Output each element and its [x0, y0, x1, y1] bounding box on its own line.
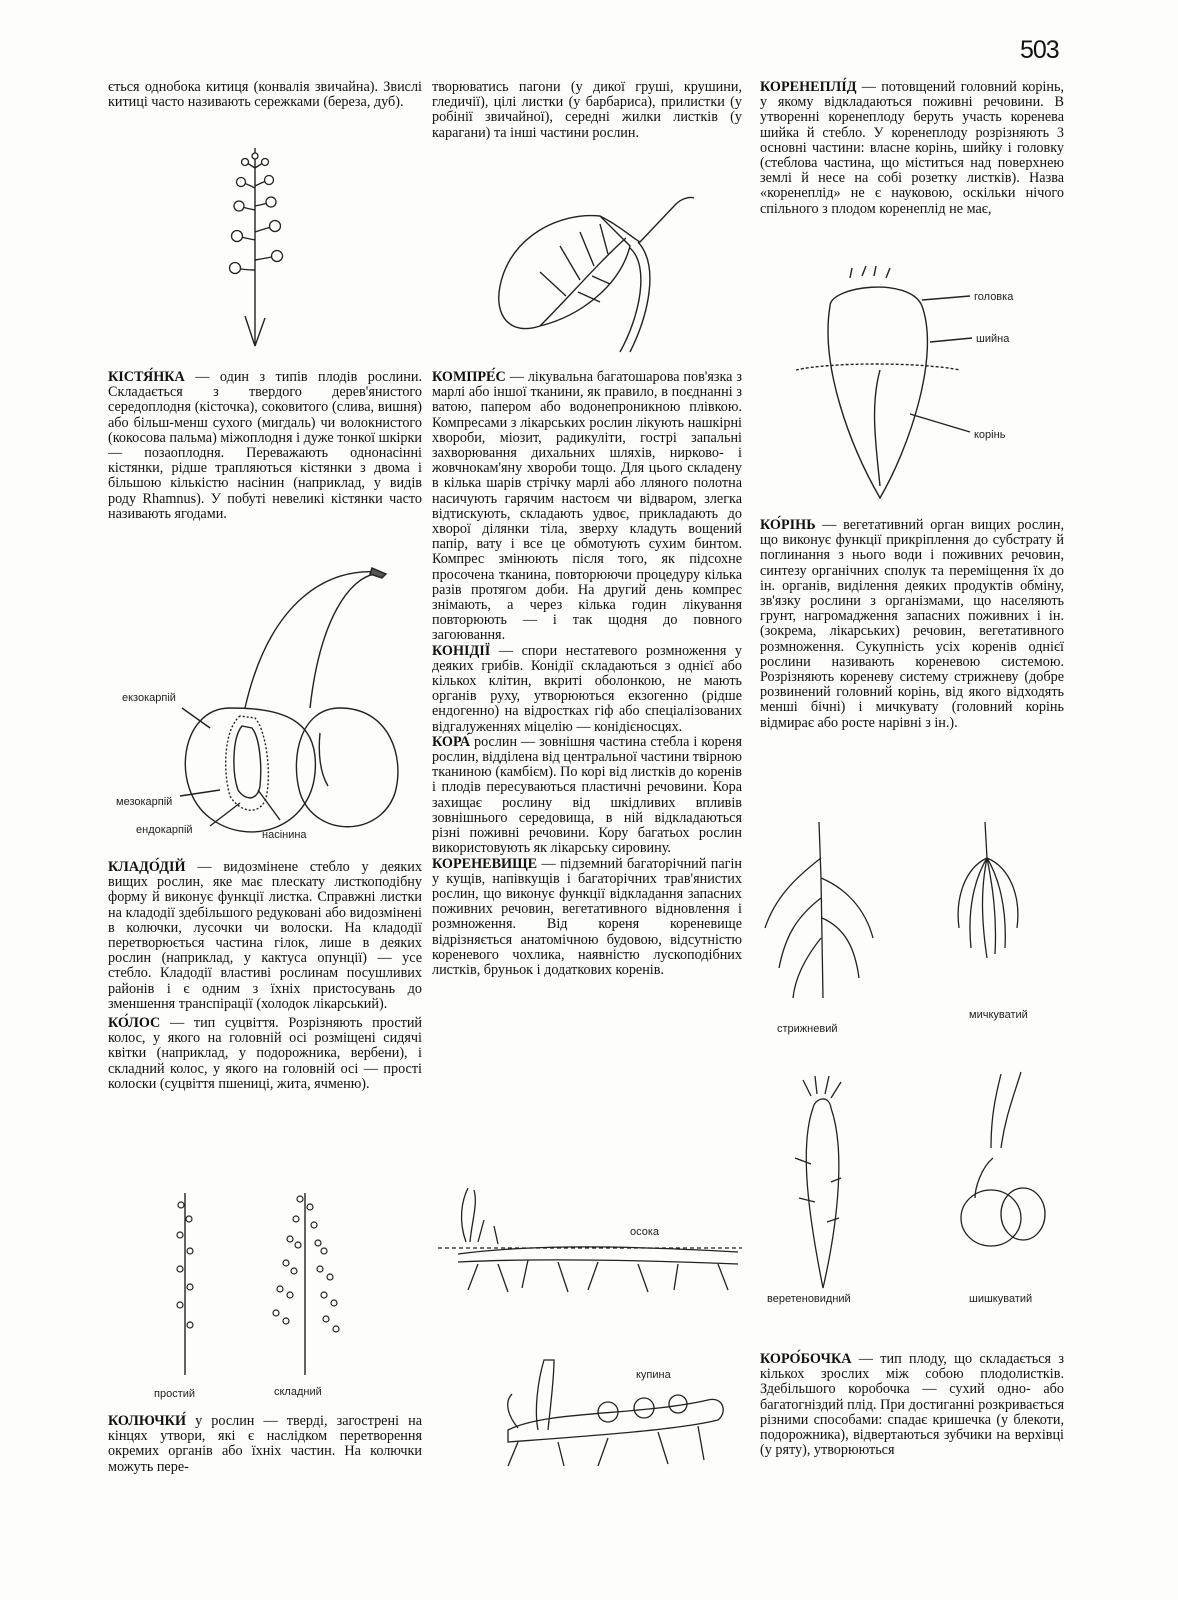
definition-konidii: — спори нестатевого розмноження у деяких грибів. Конідії складаються з однієї або кількох клітин, вкриті оболонкою, не мають органів руху, утворюються екзогенно (рідше ендогенно) на відростках гіф або спеціалізованих відгалуженнях міцелію — конідієносцях.: [432, 642, 742, 735]
column-1d: [108, 1414, 422, 1475]
definition-korobochka: — тип плоду, що складається з кількох зрослих між собою плодолистків. Здебільшого коробочка — сухий одно- або багатогніздий плід. При достиганні розкривається різними способами: спадає кришечка (у блекоти, подорожника), відвертаються зубчики на верхівці (у ряту), утворюються: [760, 1351, 1064, 1459]
term-kompres: КОМПРЕ́С: [432, 369, 506, 385]
label-taproot: стрижневий: [777, 1023, 838, 1035]
definition-koliuchky: у рослин — тверді, загострені на кінцях утвори, які є наслідком перетворення окремих органів або їхніх частин. На колючки можуть пере-: [108, 1413, 422, 1475]
label-fusiform: веретеновидний: [767, 1293, 851, 1305]
term-korobochka: КОРО́БОЧКА: [760, 1351, 852, 1367]
definition-korin: — вегетативний орган вищих рослин, що виконує функції прикріплення до субстрату й поглинання з нього води і поживних речовин, синтезу органічних сполук та переміщення їх до ін. органів, виділення деяких продуктів обміну, зв'язку рослини з організмами, що населяють грунт, нагромадження запасних поживних і ін. (зокрема, лікарських) речовин, вегетативного розмноження. Сукупність усіх коренів однієї рослини називають кореневою системою. Розрізняють кореневу систему стрижневу (добре розвинений головний корінь, від якого відходять менші бічні) і мичкувату (головний корінь відмирає або росте нарівні з ін.).: [760, 517, 1064, 731]
column-2b: [432, 370, 742, 978]
term-kora: КОРА́: [432, 733, 471, 750]
label-neck: шийна: [976, 333, 1010, 345]
definition-kompres: — лікувальна багатошарова пов'язка з марлі або іншої тканини, як правило, в поєднанні з ватою, папером або водонепроникною плівкою. Компресами з лікарських рослин лікують нашкірні хвороби, міозит, радикуліти, гострі запальні захворювання дихальних шляхів, нирково- і жовчнокам'яну хвороби тощо. Для цього складену в кілька шарів стрічку марлі або лляного полотна насичують гарячим настоєм чи відваром, злегка відтискують, складають удвоє, прикладають до хворої ділянки тіла, зверху кладуть вощений папір, вату і все це обмотують сухим бинтом. Компрес змінюють після того, як підсохне просочена тканина, повторюючи процедуру кілька разів протягом доби. На другий день компрес знімають, а через кілька годин лікування повторюють — і так щодня до повного загоювання.: [432, 369, 742, 644]
definition-kolos: — тип суцвіття. Розрізняють простий колос, у якого на головній осі розміщені сидячі квітки (наприклад, у подорожника, вербени), і складний колос, у якого на головній осі — прості колоски (суцвіття пшениці, жита, ячменю).: [108, 1015, 422, 1092]
definition-korenevyshche: — підземний багаторічний пагін у кущів, напівкущів і багаторічних трав'янистих рослин, що виконує функції відкладання запасних поживних речовин, вегетативного відновлення і розмноження. Від кореня кореневище відрізняється анатомічною будовою, відсутністю кореневого чохлика, наявністю лускоподібних листків, бруньок і додаткових коренів.: [432, 855, 742, 978]
term-koliuchky: КОЛЮЧКИ́: [108, 1413, 187, 1429]
term-kolos: КО́ЛОС: [108, 1015, 161, 1032]
label-sedge: осока: [630, 1226, 660, 1238]
column-2: [432, 80, 742, 141]
label-head: головка: [974, 291, 1014, 303]
paragraph-continuation-2: творюватись пагони (у дикої груші, крушини, гледичії), цілі листки (у барбариса), прилистки (у робінії звичайної), середні жилки листків (у карагани) та інші частини рослин.: [432, 79, 742, 141]
paragraph-continuation: ється однобока китиця (конвалія звичайна). Звислі китиці часто називають сережками (береза, дуб).: [108, 79, 422, 111]
term-kladodii: КЛАДО́ДІЙ: [108, 859, 186, 875]
label-simple-spike: простий: [154, 1388, 196, 1400]
label-exocarp: екзокарпій: [122, 692, 176, 704]
label-compound-spike: складний: [274, 1386, 322, 1398]
spike-illustration: [140, 1185, 380, 1405]
column-3c: [760, 1352, 1064, 1458]
column-1c: [108, 860, 422, 1092]
definition-kistianka: — один з типів плодів рослини. Складається з твердого дерев'янистого середоплодня (кісточка), соковитого (слива, вишня) або більш-менш сухого (мигдаль) чи волокнистого (кокосова пальма) міжоплодня і дуже тонкої шкірки — позаоплодня. Переважають однонасінні кістянки, рідше трапляються кістянки з двома і більшою кількістю насінин (наприклад, у видів роду Rhamnus). У побуті невеликі кістянки часто називають ягодами.: [108, 369, 422, 522]
label-mesocarp: мезокарпій: [116, 796, 173, 808]
label-kupyna: купина: [636, 1369, 671, 1381]
stipule-leaf-illustration: [480, 176, 700, 356]
root-systems-illustration: [755, 818, 1075, 1318]
label-seed: насінина: [262, 829, 307, 841]
raceme-illustration: [215, 148, 295, 348]
term-kistianka: КІСТЯ́НКА: [108, 369, 185, 385]
term-konidii: КОНІДІЇ: [432, 642, 491, 659]
column-1: [108, 80, 422, 110]
column-1b: [108, 370, 422, 522]
label-tuberous: шишкуватий: [969, 1293, 1033, 1305]
page-number: 503: [1020, 36, 1059, 64]
term-koreneplid: КОРЕНЕПЛІ́Д: [760, 79, 857, 95]
term-korenevyshche: КОРЕНЕВИЩЕ: [432, 855, 538, 872]
label-endocarp: ендокарпій: [136, 824, 193, 836]
definition-kora: рослин — зовнішня частина стебла і кореня рослин, відділена від центральної частини твірною тканиною (камбієм). По корі від листків до коренів і плодів пересуваються пластичні речовини. Кора захищає рослину від шкідливих впливів зовнішнього середовища, в ній відкладаються різні поживні речовини. Кору багатьох рослин використовують як лікарську сировину.: [432, 733, 743, 857]
definition-koreneplid: — потовщений головний корінь, у якому відкладаються поживні речовини. В утворенні коренеплоду беруть участь коренева шийка й стебло. У коренеплоду розрізняють 3 основні частини: власне корінь, шийку і головку (стеблова частина, що міститься над поверхнею землі й несе на собі розетку листків). Назва «коренеплід» не є науковою, оскільки нічого спільного з плодом коренеплід не має,: [760, 79, 1064, 217]
root-crop-illustration: [790, 266, 1070, 506]
term-korin: КО́РІНЬ: [760, 517, 816, 533]
column-3b: [760, 518, 1064, 731]
column-3: [760, 80, 1064, 217]
rhizome-illustration: [438, 1180, 748, 1470]
drupe-illustration: [110, 558, 430, 858]
label-root: корінь: [974, 429, 1006, 441]
label-fibrous: мичкуватий: [969, 1009, 1028, 1021]
definition-kladodii: — видозмінене стебло у деяких вищих рослин, яке має плескату листкоподібну форму й виконує функції листка. Справжні листки на кладодії здебільшого редуковані або видозмінені в колючки, лусочки чи волоски. На кладодії перетворюється частина гілок, лише в деяких рослин (наприклад, у кактуса опунції) — усе стебло. Кладодії властиві рослинам посушливих районів і є одним з їхніх пристосувань до зменшення транспірації (холодок лікарський).: [108, 859, 422, 1012]
